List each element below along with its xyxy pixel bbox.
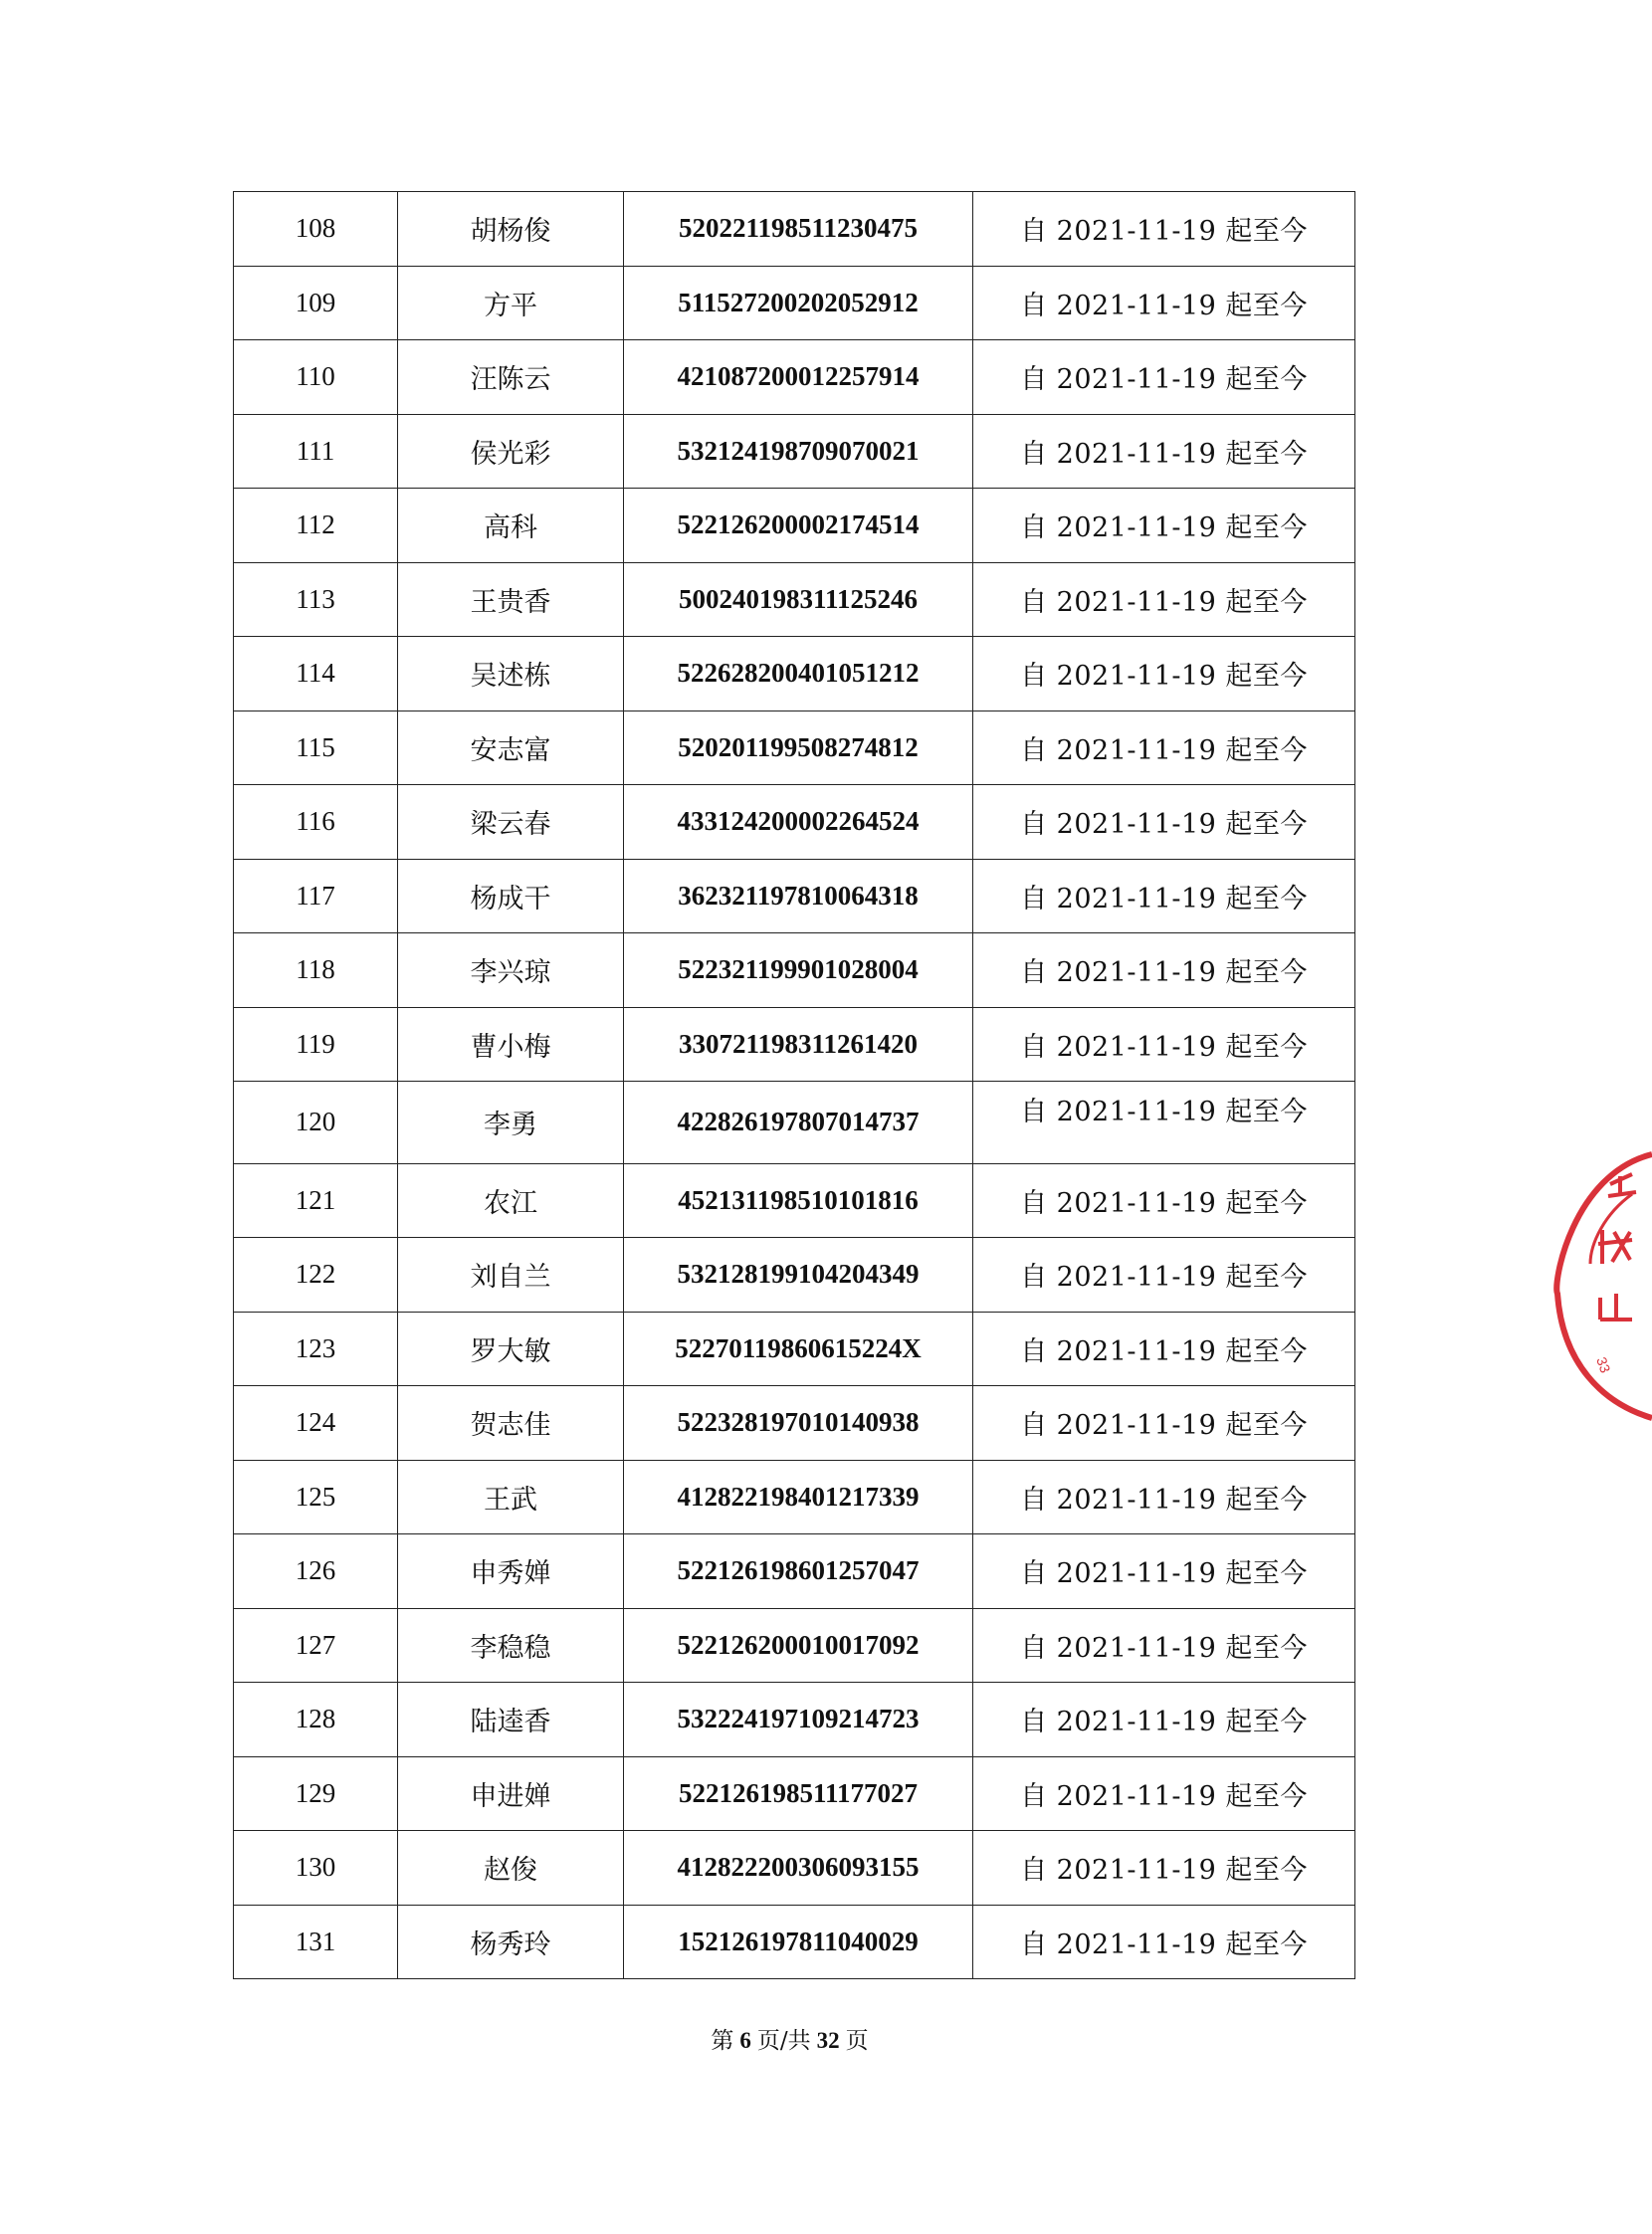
period-cell: 自 2021-11-19 起至今 [973,192,1355,267]
name-cell: 王贵香 [398,562,624,637]
period-cell: 自 2021-11-19 起至今 [973,414,1355,489]
table-row [234,1683,1355,1757]
name-cell: 汪陈云 [398,340,624,415]
period-cell: 自 2021-11-19 起至今 [973,1905,1355,1979]
period-cell: 自 2021-11-19 起至今 [973,266,1355,340]
page-footer [0,2022,1579,2055]
period-cell: 自 2021-11-19 起至今 [973,562,1355,637]
row-number-cell: 125 [234,1460,398,1534]
roster-table-body [234,192,1355,1979]
table-row [234,1163,1355,1238]
row-number-cell: 115 [234,711,398,785]
table-row [234,266,1355,340]
name-cell: 方平 [398,266,624,340]
table-row [234,1386,1355,1461]
table-row [234,340,1355,415]
row-number-cell: 117 [234,859,398,933]
period-cell: 自 2021-11-19 起至今 [973,933,1355,1008]
name-cell: 陆逵香 [398,1683,624,1757]
name-cell: 杨秀玲 [398,1905,624,1979]
table-row [234,1831,1355,1906]
name-cell: 曹小梅 [398,1007,624,1082]
id-number-cell: 433124200002264524 [624,785,973,860]
row-number-cell: 127 [234,1608,398,1683]
id-number-cell: 522126198601257047 [624,1534,973,1609]
row-number-cell: 123 [234,1312,398,1386]
row-number-cell: 110 [234,340,398,415]
name-cell: 罗大敏 [398,1312,624,1386]
period-cell: 自 2021-11-19 起至今 [973,1312,1355,1386]
id-number-cell: 422826197807014737 [624,1082,973,1164]
table-row [234,414,1355,489]
footer-prefix: 第 [711,2028,734,2054]
name-cell: 农江 [398,1163,624,1238]
id-number-cell: 522126200002174514 [624,489,973,563]
table-row [234,1905,1355,1979]
row-number-cell: 113 [234,562,398,637]
id-number-cell: 330721198311261420 [624,1007,973,1082]
footer-page-total: 32 [816,2028,840,2053]
id-number-cell: 511527200202052912 [624,266,973,340]
name-cell: 李勇 [398,1082,624,1164]
period-cell: 自 2021-11-19 起至今 [973,1460,1355,1534]
name-cell: 李稳稳 [398,1608,624,1683]
table-row [234,933,1355,1008]
footer-mid: 页/共 [756,2028,811,2054]
red-seal-stamp [1533,1134,1652,1433]
period-cell: 自 2021-11-19 起至今 [973,1608,1355,1683]
table-row [234,1238,1355,1313]
row-number-cell: 119 [234,1007,398,1082]
row-number-cell: 129 [234,1756,398,1831]
table-row [234,1534,1355,1609]
table-row [234,489,1355,563]
name-cell: 吴述栋 [398,637,624,711]
period-cell: 自 2021-11-19 起至今 [973,340,1355,415]
row-number-cell: 118 [234,933,398,1008]
name-cell: 王武 [398,1460,624,1534]
row-number-cell: 130 [234,1831,398,1906]
period-cell: 自 2021-11-19 起至今 [973,1534,1355,1609]
table-row [234,1460,1355,1534]
row-number-cell: 126 [234,1534,398,1609]
id-number-cell: 362321197810064318 [624,859,973,933]
id-number-cell: 152126197811040029 [624,1905,973,1979]
table-row [234,859,1355,933]
id-number-cell: 412822198401217339 [624,1460,973,1534]
period-cell: 自 2021-11-19 起至今 [973,859,1355,933]
row-number-cell: 128 [234,1683,398,1757]
table-row [234,1756,1355,1831]
id-number-cell: 452131198510101816 [624,1163,973,1238]
name-cell: 刘自兰 [398,1238,624,1313]
footer-suffix: 页 [845,2028,869,2054]
row-number-cell: 116 [234,785,398,860]
period-cell: 自 2021-11-19 起至今 [973,1756,1355,1831]
id-number-cell: 532128199104204349 [624,1238,973,1313]
id-number-cell: 522126200010017092 [624,1608,973,1683]
id-number-cell: 520221198511230475 [624,192,973,267]
id-number-cell: 520201199508274812 [624,711,973,785]
name-cell: 杨成干 [398,859,624,933]
row-number-cell: 121 [234,1163,398,1238]
period-cell: 自 2021-11-19 起至今 [973,711,1355,785]
id-number-cell: 522321199901028004 [624,933,973,1008]
table-row [234,637,1355,711]
table-row [234,1007,1355,1082]
row-number-cell: 112 [234,489,398,563]
period-cell: 自 2021-11-19 起至今 [973,1386,1355,1461]
row-number-cell: 131 [234,1905,398,1979]
period-cell: 自 2021-11-19 起至今 [973,1238,1355,1313]
id-number-cell: 500240198311125246 [624,562,973,637]
name-cell: 申秀婵 [398,1534,624,1609]
seal-digits: 33 [1593,1354,1614,1375]
table-row [234,562,1355,637]
period-cell: 自 2021-11-19 起至今 [973,637,1355,711]
id-number-cell: 421087200012257914 [624,340,973,415]
name-cell: 侯光彩 [398,414,624,489]
name-cell: 安志富 [398,711,624,785]
name-cell: 申进婵 [398,1756,624,1831]
period-cell: 自 2021-11-19 起至今 [973,1831,1355,1906]
period-cell: 自 2021-11-19 起至今 [973,1082,1355,1164]
period-cell: 自 2021-11-19 起至今 [973,785,1355,860]
period-cell: 自 2021-11-19 起至今 [973,1007,1355,1082]
name-cell: 贺志佳 [398,1386,624,1461]
row-number-cell: 111 [234,414,398,489]
row-number-cell: 108 [234,192,398,267]
table-row [234,1082,1355,1164]
id-number-cell: 532124198709070021 [624,414,973,489]
row-number-cell: 114 [234,637,398,711]
name-cell: 梁云春 [398,785,624,860]
table-row [234,192,1355,267]
name-cell: 赵俊 [398,1831,624,1906]
table-row [234,785,1355,860]
period-cell: 自 2021-11-19 起至今 [973,1683,1355,1757]
period-cell: 自 2021-11-19 起至今 [973,489,1355,563]
row-number-cell: 122 [234,1238,398,1313]
seal-ring [1556,1154,1652,1418]
id-number-cell: 522126198511177027 [624,1756,973,1831]
period-cell: 自 2021-11-19 起至今 [973,1163,1355,1238]
table-row [234,1608,1355,1683]
id-number-cell: 412822200306093155 [624,1831,973,1906]
row-number-cell: 124 [234,1386,398,1461]
table-row [234,711,1355,785]
name-cell: 胡杨俊 [398,192,624,267]
id-number-cell: 522328197010140938 [624,1386,973,1461]
id-number-cell: 52270119860615224X [624,1312,973,1386]
footer-page-number: 6 [739,2028,751,2053]
row-number-cell: 109 [234,266,398,340]
row-number-cell: 120 [234,1082,398,1164]
id-number-cell: 532224197109214723 [624,1683,973,1757]
name-cell: 李兴琼 [398,933,624,1008]
name-cell: 高科 [398,489,624,563]
roster-table [233,191,1355,1979]
id-number-cell: 522628200401051212 [624,637,973,711]
table-row [234,1312,1355,1386]
